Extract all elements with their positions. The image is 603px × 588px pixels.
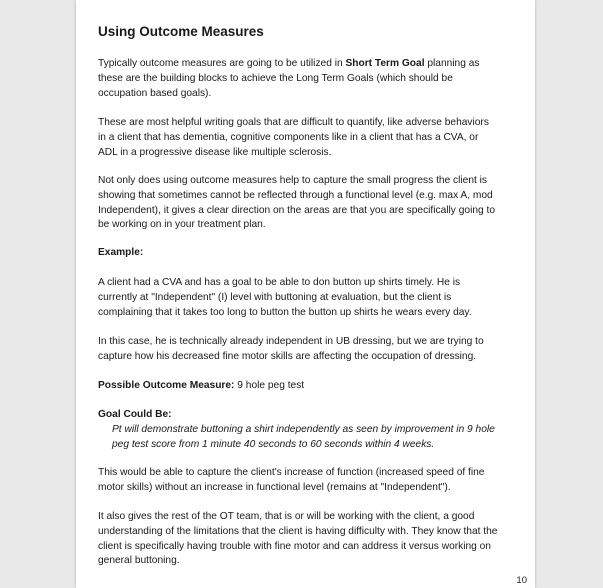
possible-outcome-value: 9 hole peg test (234, 380, 305, 391)
possible-outcome-label: Possible Outcome Measure: (98, 380, 235, 391)
progress-line-1: Not only does using outcome measures help to capture the small progress the client is (98, 175, 488, 186)
paragraph-example (98, 276, 516, 320)
example-line-1: A client had a CVA and has a goal to be able to don button up shirts timely. He is (98, 277, 461, 288)
goal-line-1: Pt will demonstrate buttoning a shirt independently as seen by improvement in 9 hole (112, 423, 495, 435)
paragraph-intro (98, 57, 516, 101)
intro-line-1-end: planning as (424, 58, 480, 69)
team-line-3: client is specifically having trouble with fine motor and can address it versus working on (98, 540, 491, 552)
helpful-line-3: ADL in a progressive disease like multiple sclerosis. (98, 146, 332, 158)
paragraph-capture (98, 466, 516, 496)
goal-line-2: peg test score from 1 minute 40 seconds to 60 seconds within 4 weeks. (112, 438, 435, 450)
team-line-1: It also gives the rest of the OT team, that is or will be working with the client, a good (98, 511, 475, 522)
possible-outcome-measure (98, 379, 516, 394)
document-page (76, 0, 535, 588)
helpful-line-2: in a client that has dementia, cognitive components like in a client that has a CVA, or (98, 131, 479, 143)
team-line-2: understanding of the limitations that the client is having difficulty with. They know that the (98, 525, 498, 537)
paragraph-helpful (98, 116, 516, 160)
intro-line-3: occupation based goals). (98, 87, 212, 99)
short-term-goal-bold: Short Term Goal (345, 58, 425, 69)
helpful-line-1: These are most helpful writing goals that are difficult to quantify, like adverse behaviors (98, 117, 489, 128)
capture-line-1: This would be able to capture the client's increase of function (increased speed of fine (98, 467, 485, 478)
team-line-4: general buttoning. (98, 555, 180, 567)
paragraph-progress (98, 174, 516, 233)
goal-label: Goal Could Be: (98, 409, 172, 420)
progress-line-4: be working on in your treatment plan. (98, 219, 266, 231)
paragraph-case (98, 335, 516, 365)
example-line-3: complaining that it takes too long to button the button up shirts he wears every day. (98, 306, 472, 318)
capture-line-2: motor skills) without an increase in functional level (remains at "Independent"). (98, 481, 451, 493)
intro-line-1-start: Typically outcome measures are going to be utilized in (98, 58, 346, 69)
case-line-2: capture how his decreased fine motor skills are affecting the occupation of dressing. (98, 350, 477, 362)
example-heading (98, 246, 516, 261)
goal-section (98, 408, 516, 452)
paragraph-team (98, 510, 516, 569)
progress-line-3: Independent), it gives a clear direction on the areas are that you are specifically going to (98, 204, 495, 216)
intro-line-2: these are the building blocks to achieve the Long Term Goals (which should be (98, 72, 453, 84)
case-line-1: In this case, he is technically already independent in UB dressing, but we are trying to (98, 336, 484, 347)
section-heading: Using Outcome Measures (98, 24, 264, 39)
example-line-2: currently at "Independent" (I) level with buttoning at evaluation, but the client is (98, 291, 452, 303)
page-number: 10 (516, 575, 527, 586)
progress-line-2: showing that sometimes cannot be reflected through a functional level (e.g. max A, mod (98, 189, 493, 201)
example-label: Example: (98, 247, 144, 258)
